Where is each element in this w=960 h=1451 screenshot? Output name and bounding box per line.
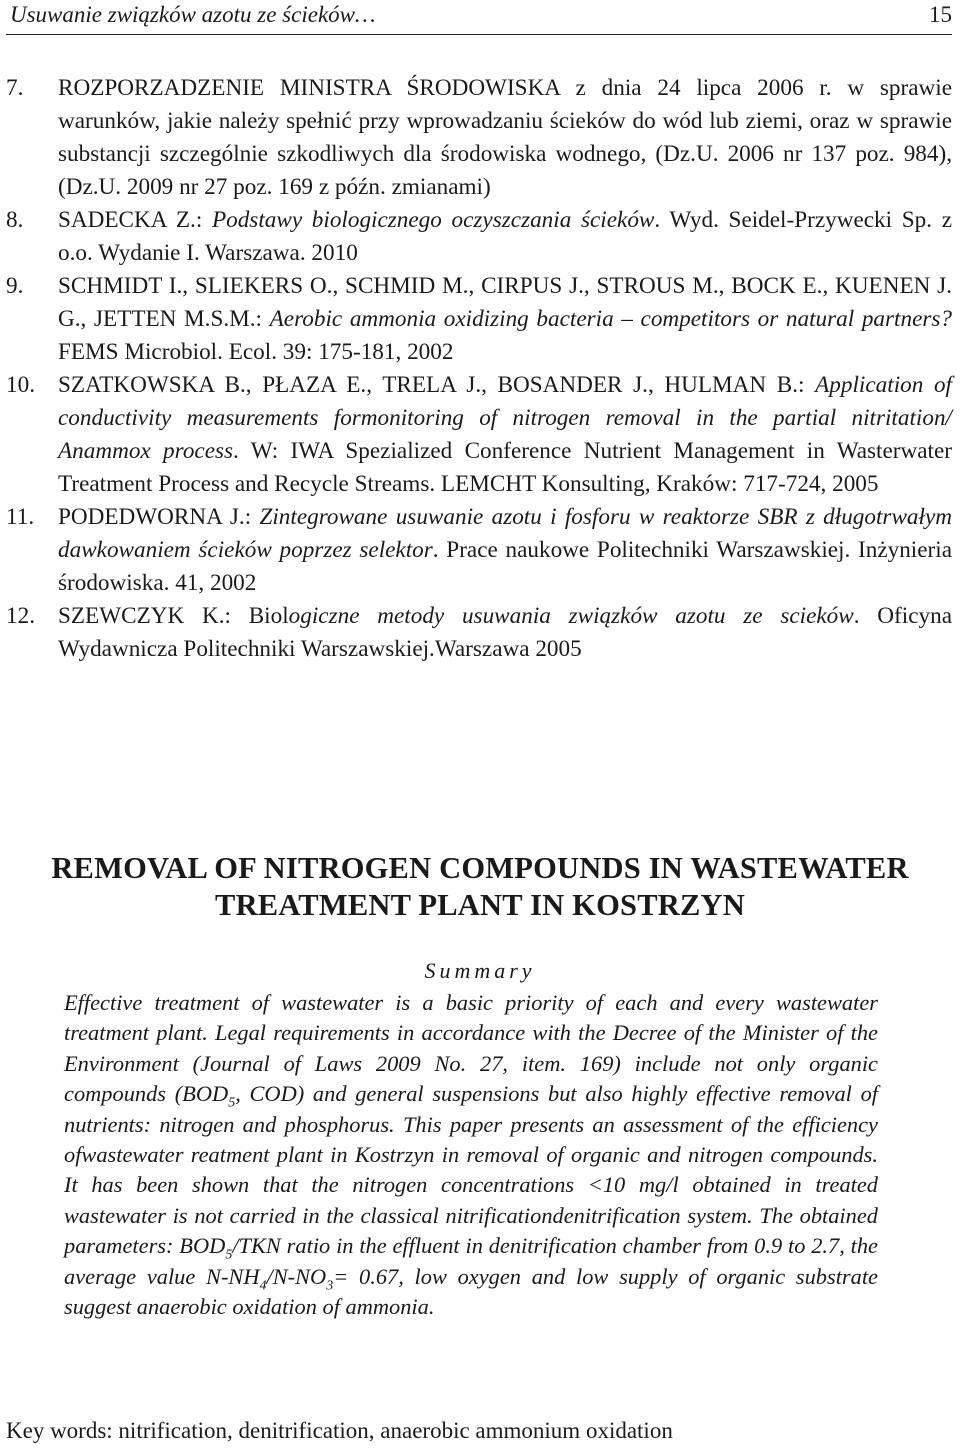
- reference-part: . W: IWA Spezialized Conference Nutrient Management in Wasterwater Treatment Process and Recycle Streams. LEMCHT Konsulting, Kraków: 717-724, 2005: [58, 438, 952, 497]
- subscript: 5: [225, 1247, 233, 1263]
- abstract-part: /TKN ratio in the effluent in denitrification chamber from 0.9 to 2.7, the average value N-NH: [64, 1233, 878, 1289]
- reference-number: 9.: [6, 273, 24, 299]
- reference-item: [0, 369, 952, 501]
- reference-part: FEMS Microbiol. Ecol. 39: 175-181, 2002: [58, 339, 454, 365]
- abstract-part: = 0.67, low oxygen and low supply of organic substrate suggest anaerobic oxidation of ammonia.: [64, 1263, 878, 1320]
- reference-title: ogiczne metody usuwania związków azotu ze scieków: [288, 603, 854, 629]
- article-title: [0, 850, 960, 924]
- abstract-part: /N-NO: [266, 1263, 327, 1289]
- subscript: 4: [259, 1278, 267, 1294]
- title-line: TREATMENT PLANT IN KOSTRZYN: [215, 888, 745, 922]
- reference-item: [0, 204, 952, 270]
- reference-item: [0, 72, 952, 204]
- keywords: Key words: nitrification, denitrification, anaerobic ammonium oxidation: [6, 1418, 673, 1443]
- reference-part: SZEWCZYK K.: Biol: [58, 603, 289, 629]
- abstract-part: Effective treatment of wastewater is a basic priority of each and every wastewater treatment plant. Legal requirements in accordance with the Decree of the Minister of the Environment (Journal of Laws 2009 No. 27, item. 169) include not only organic compounds (BOD: [64, 990, 878, 1107]
- reference-title: Podstawy biologicznego oczyszczania ścieków: [211, 207, 655, 233]
- reference-title: Application of conductivity measurements formonitoring of nitrogen removal in the partial nitritation/ Anammox process: [58, 372, 953, 464]
- subscript: 5: [228, 1095, 236, 1111]
- summary-heading: Summary: [424, 958, 536, 983]
- reference-part: ROZPORZADZENIE MINISTRA ŚRODOWISKA z dnia 24 lipca 2006 r. w sprawie warunków, jakie należy spełnić przy wprowadzaniu ścieków do wód lub ziemi, oraz w sprawie substancji szczególnie szkodliwych dla środowiska wodnego, (Dz.U. 2006 nr 137 poz. 984), (Dz.U. 2009 nr 27 poz. 169 z późn. zmianami): [58, 75, 952, 200]
- reference-part: . Wyd. Seidel-Przywecki Sp. z o.o. Wydanie I. Warszawa. 2010: [58, 207, 952, 266]
- reference-item: [0, 501, 952, 600]
- reference-part: SCHMIDT I., SLIEKERS O., SCHMID M., CIRPUS J., STROUS M., BOCK E., KUENEN J. G., JETTEN M.S.M.:: [58, 273, 952, 332]
- subscript: 3: [326, 1278, 334, 1294]
- reference-number: 11.: [6, 504, 35, 530]
- reference-part: . Prace naukowe Politechniki Warszawskiej. Inżynieria środowiska. 41, 2002: [58, 537, 952, 596]
- reference-list: [0, 72, 960, 666]
- page-number: 15: [929, 2, 952, 27]
- reference-part: . Oficyna Wydawnicza Politechniki Warszawskiej.Warszawa 2005: [58, 603, 952, 662]
- title-line: REMOVAL OF NITROGEN COMPOUNDS IN WASTEWATER: [51, 851, 909, 885]
- reference-number: 12.: [6, 603, 35, 629]
- reference-item: [0, 600, 952, 666]
- reference-part: PODEDWORNA J.:: [58, 504, 260, 530]
- reference-title: Zintegrowane usuwanie azotu i fosforu w reaktorze SBR z długotrwałym dawkowaniem ścieków poprzez selektor: [58, 504, 952, 563]
- reference-number: 8.: [6, 207, 24, 233]
- reference-part: SADECKA Z.:: [58, 207, 212, 233]
- reference-part: SZATKOWSKA B., PŁAZA E., TRELA J., BOSANDER J., HULMAN B.:: [58, 372, 816, 398]
- reference-number: 10.: [6, 372, 35, 398]
- abstract-text: [64, 988, 878, 1322]
- running-header: [6, 0, 952, 35]
- reference-title: Aerobic ammonia oxidizing bacteria – competitors or natural partners?: [269, 306, 953, 332]
- running-title: Usuwanie związków azotu ze ścieków…: [10, 2, 376, 27]
- abstract-part: , COD) and general suspensions but also highly effective removal of nutrients: nitrogen and phosphorus. This paper presents an assessment of the efficiency ofwastewater reatment plant in Kostrzyn in removal of organic and nitrogen compounds. It has been shown that the nitrogen concentrations <10 mg/l obtained in treated wastewater is not carried in the classical nitrificationdenitrification system. The obtained parameters: BOD: [64, 1081, 878, 1259]
- reference-item: [0, 270, 952, 369]
- reference-number: 7.: [6, 75, 24, 101]
